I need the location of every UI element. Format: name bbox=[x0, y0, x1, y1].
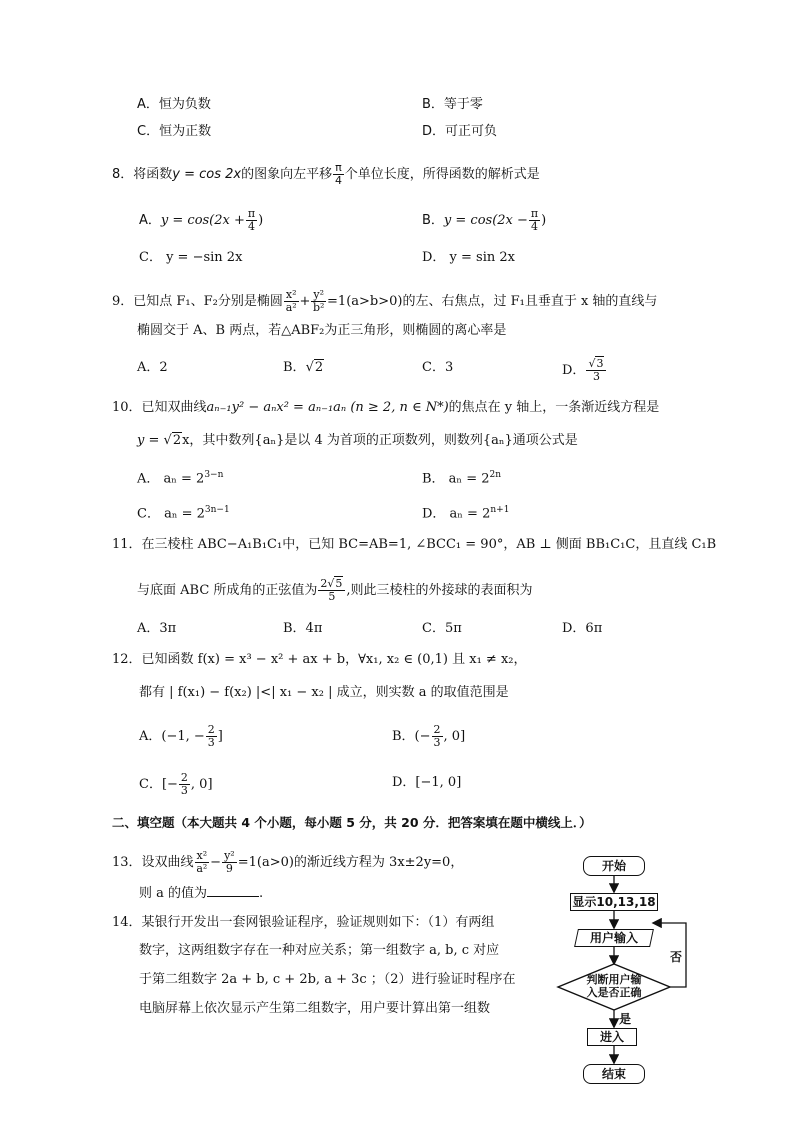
q9-option-d: D． $\frac{√3}{3}$ bbox=[562, 358, 607, 383]
q10-option-d: D． $a_n = 2^{n+1}$ bbox=[422, 505, 510, 522]
q9-option-b: B．√2 bbox=[283, 360, 324, 375]
q8-option-c: C． y = −sin 2x bbox=[139, 250, 243, 265]
q12-option-b: B．(− $\frac{2}{3}$ , 0] bbox=[392, 723, 466, 749]
q12-line2: 都有 | f(x₁) − f(x₂) |<| x₁ − x₂ | 成立，则实数 a 的取值范围是 bbox=[139, 685, 509, 700]
q12-line1: 12．已知函数 f(x) = x³ − x² + ax + b，∀x₁, x₂ ∈ (0,1) 且 x₁ ≠ x₂， bbox=[112, 652, 527, 667]
flowchart-enter: 进入 bbox=[587, 1028, 637, 1046]
q10-option-c: C． $a_n = 2^{3n-1}$ bbox=[137, 505, 230, 522]
flowchart-end: 结束 bbox=[583, 1064, 645, 1084]
q11-line2: 与底面 ABC 所成角的正弦值为 $\frac{2√5}{5}$ ,则此三棱柱的外接球的表面积为 bbox=[137, 577, 533, 603]
q12-option-d: D．[−1, 0] bbox=[392, 775, 462, 790]
q8-option-b: B．y = cos(2x − $\frac{\pi}{4}$ ) bbox=[422, 207, 547, 233]
q11-option-b: B．4π bbox=[283, 621, 323, 636]
q13-line1: 13．设双曲线 $\frac{\text{x²}}{\text{a²}}$ − $\frac{\text{y²}}{9}$ =1(a>0)的渐近线方程为 3x±2y=0， bbox=[112, 849, 464, 875]
q14-line3: 于第二组数字 2a + b, c + 2b, a + 3c ；（2）进行验证时程序在 bbox=[139, 972, 516, 987]
flowchart-start: 开始 bbox=[583, 856, 645, 876]
flowchart-judge-text: 判断用户输 入是否正确 bbox=[586, 973, 642, 999]
q7-option-a: A．恒为负数 bbox=[137, 97, 211, 112]
q8-stem: 8．将函数y = cos 2x的图象向左平移 $\frac{\pi}{4}$ 个单位长度，所得函数的解析式是 bbox=[112, 161, 540, 187]
q14-line2: 数字，这两组数字存在一种对应关系；第一组数字 a, b, c 对应 bbox=[139, 943, 500, 958]
q13-line2: 则 a 的值为 . bbox=[139, 886, 264, 901]
q10-option-b: B． $a_n = 2^{2n}$ bbox=[422, 470, 502, 487]
q12-option-a: A．(−1, − $\frac{2}{3}$ ] bbox=[139, 723, 223, 749]
flowchart-display: 显示10,13,18 bbox=[570, 893, 658, 911]
q7-option-c: C．恒为正数 bbox=[137, 124, 212, 139]
flowchart-no-label: 否 bbox=[670, 950, 683, 964]
q10-line1: 10．已知双曲线aₙ₋₁y² − aₙx² = aₙ₋₁aₙ (n ≥ 2, n ∈ N*)的焦点在 y 轴上，一条渐近线方程是 bbox=[112, 400, 660, 415]
q9-line1: 9．已知点 F₁、F₂分别是椭圆 $\frac{\text{x²}}{\text{a²}}$ + $\frac{\text{y²}}{\text{b²}}$ =1(a>b>0)的左、右焦点，过 F₁且垂直于 x 轴的直线与 bbox=[112, 288, 658, 314]
q11-line1: 11．在三棱柱 ABC−A₁B₁C₁中，已知 BC=AB=1, ∠BCC₁ = 90°，AB ⊥ 侧面 BB₁C₁C，且直线 C₁B bbox=[112, 537, 717, 552]
q14-line1: 14．某银行开发出一套网银验证程序，验证规则如下：（1）有两组 bbox=[112, 915, 495, 930]
q7-option-d: D．可正可负 bbox=[422, 124, 498, 139]
q11-option-d: D．6π bbox=[562, 621, 603, 636]
q7-option-b: B．等于零 bbox=[422, 97, 483, 112]
q8-option-a: A．y = cos(2x + $\frac{\pi}{4}$ ) bbox=[139, 207, 264, 233]
q12-option-c: C．[− $\frac{2}{3}$ , 0] bbox=[139, 771, 213, 797]
q9-option-c: C．3 bbox=[422, 360, 454, 375]
q11-option-a: A．3π bbox=[137, 621, 177, 636]
q14-line4: 电脑屏幕上依次显示产生第二组数字，用户要计算出第一组数 bbox=[139, 1001, 491, 1016]
q10-option-a: A． $a_n = 2^{3-n}$ bbox=[137, 470, 224, 487]
q9-option-a: A．2 bbox=[137, 360, 168, 375]
q9-line2: 椭圆交于 A、B 两点，若△ABF₂为正三角形，则椭圆的离心率是 bbox=[137, 323, 507, 338]
q11-option-c: C．5π bbox=[422, 621, 462, 636]
q10-line2: y = √2x，其中数列{aₙ}是以 4 为首项的正项数列，则数列{aₙ}通项公式是 bbox=[137, 433, 578, 448]
flowchart-input: 用户输入 bbox=[574, 929, 654, 947]
flowchart-yes-label: 是 bbox=[619, 1012, 632, 1026]
q8-option-d: D． y = sin 2x bbox=[422, 250, 515, 265]
section-heading-fill-in: 二、填空题（本大题共 4 个小题，每小题 5 分，共 20 分．把答案填在题中横线上．） bbox=[112, 815, 592, 830]
